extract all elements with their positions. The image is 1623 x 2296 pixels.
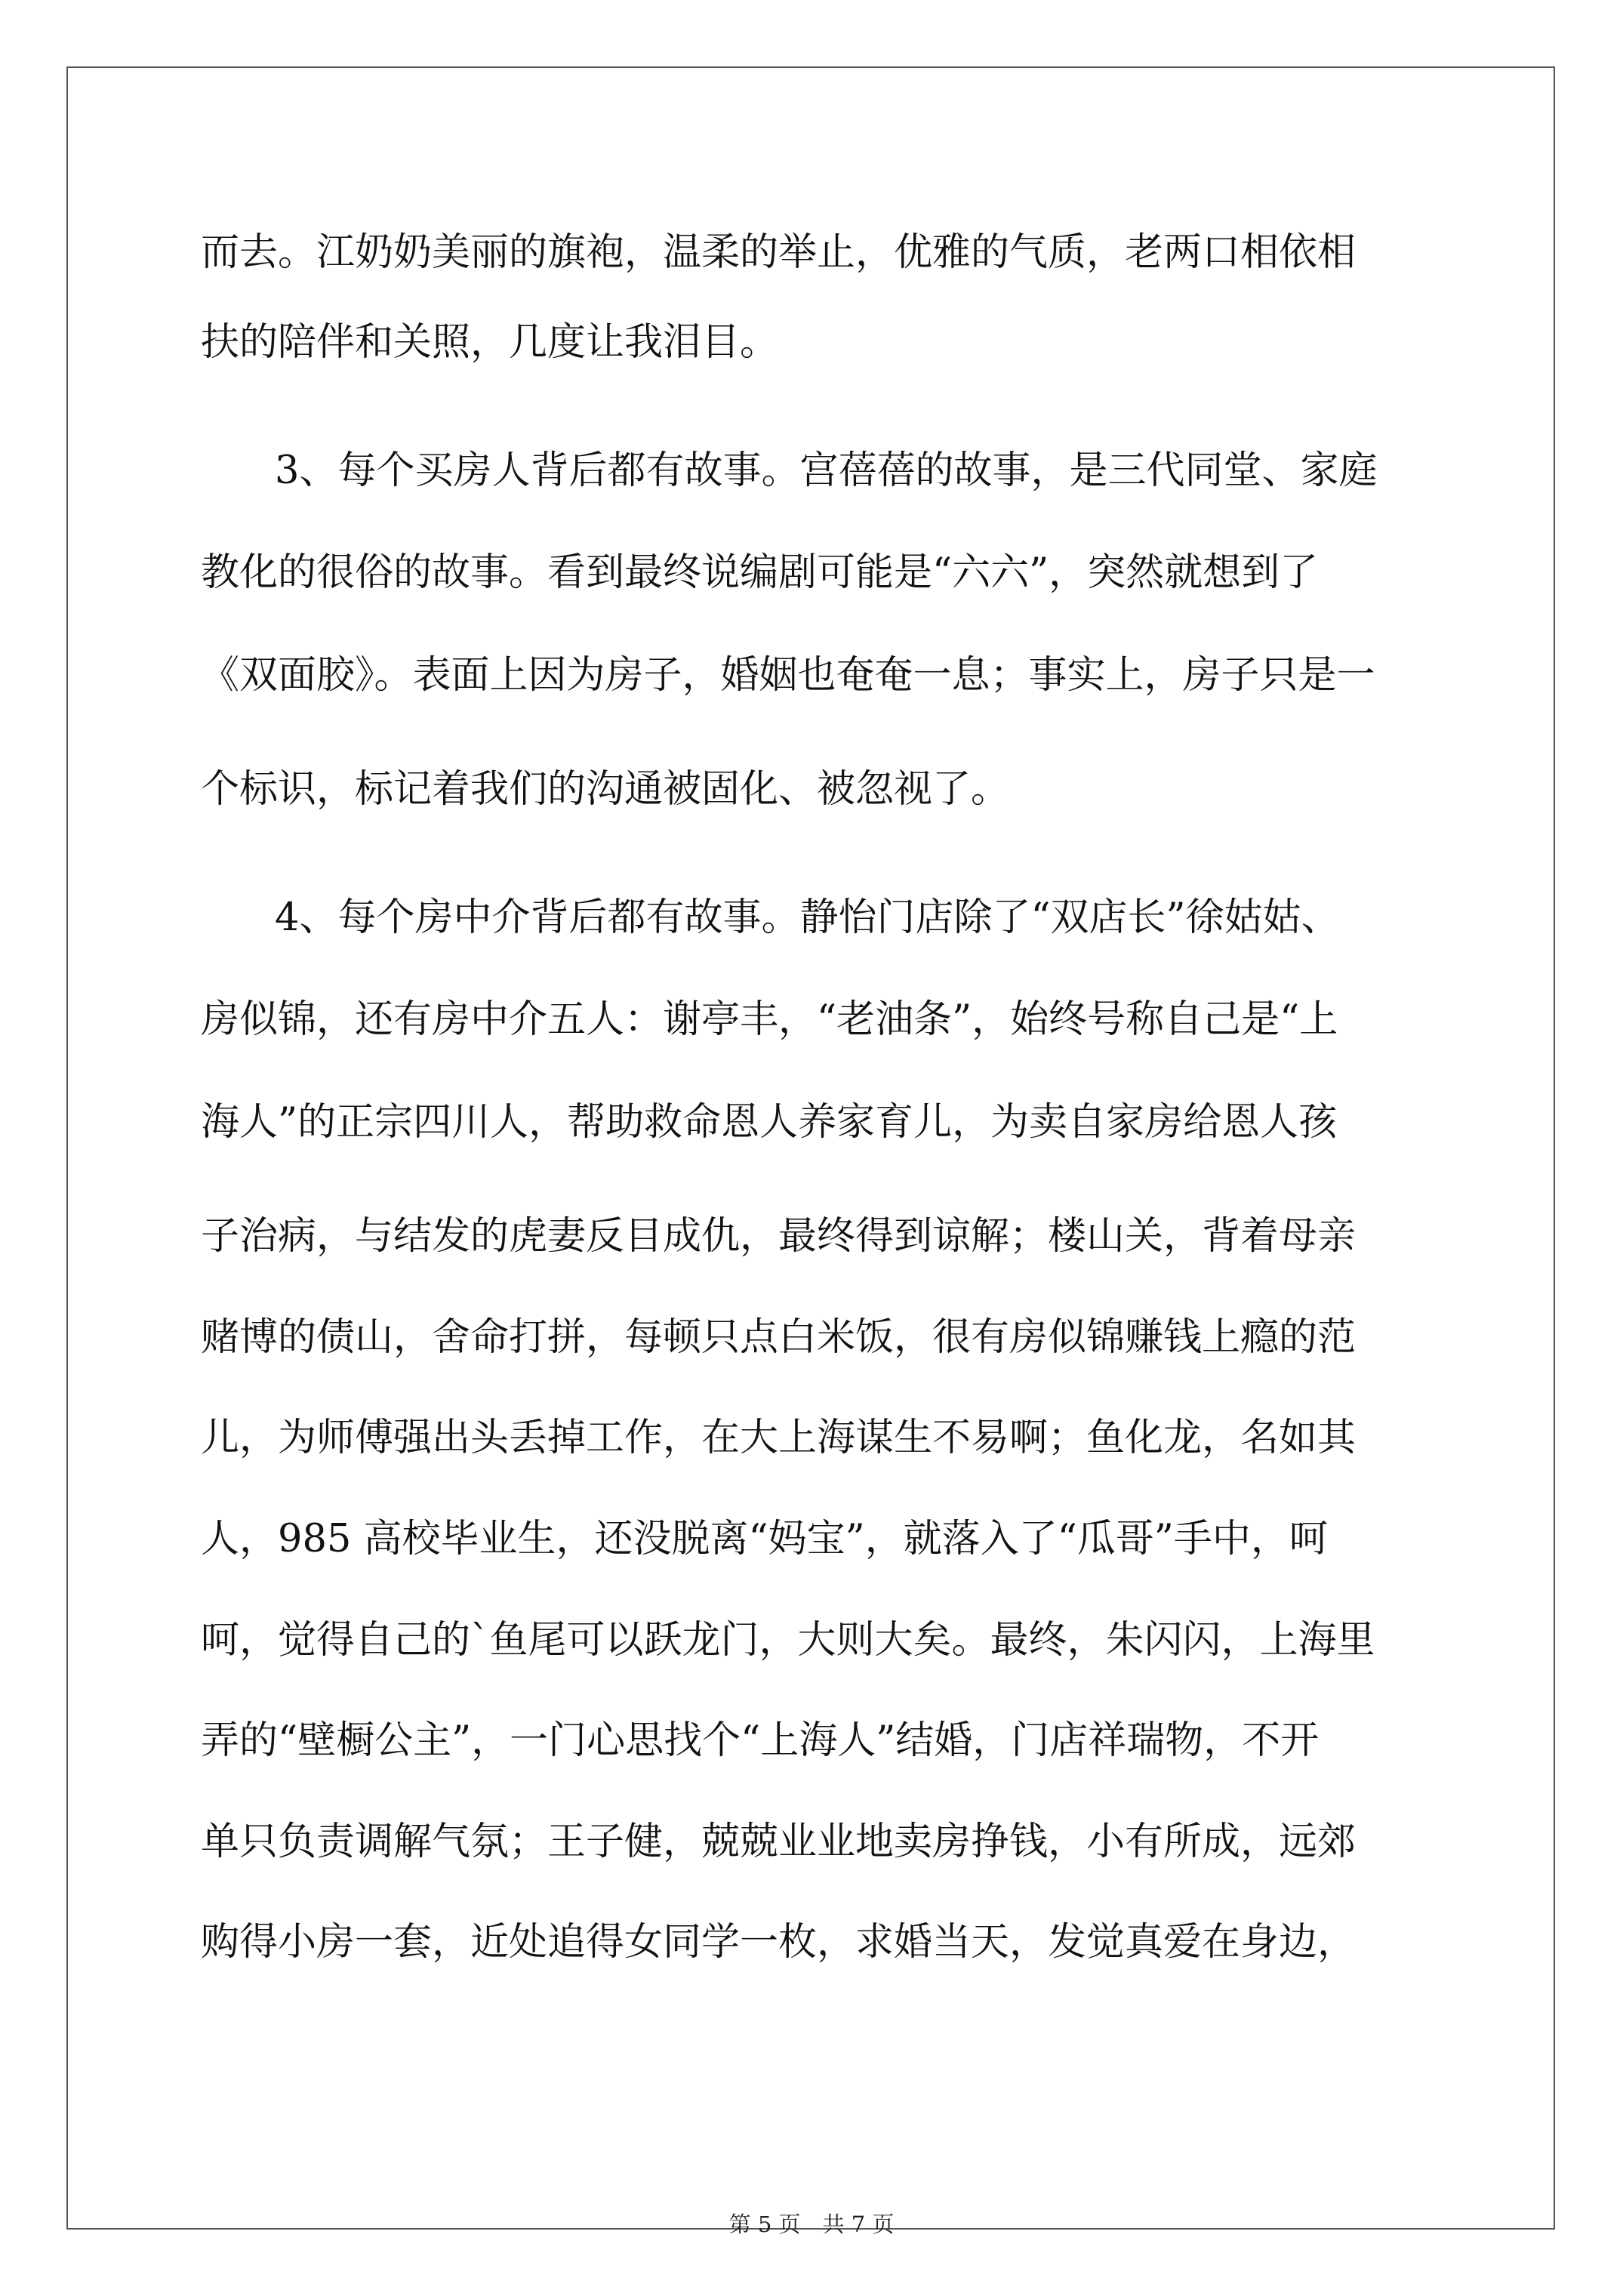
page-border (66, 66, 1555, 2230)
text-line: 教化的很俗的故事。看到最终说编剧可能是“六六”，突然就想到了 (201, 550, 1319, 595)
text-line: 人，985 高校毕业生，还没脱离“妈宝”，就落入了“瓜哥”手中，呵 (201, 1517, 1328, 1561)
paragraph-3-first-line: 3、每个买房人背后都有故事。宫蓓蓓的故事，是三代同堂、家庭 (275, 448, 1378, 493)
text-line: 海人”的正宗四川人，帮助救命恩人养家育儿，为卖自家房给恩人孩 (201, 1100, 1338, 1145)
text-line: 呵，觉得自己的`鱼尾可以跃龙门，大则大矣。最终，朱闪闪，上海里 (201, 1618, 1375, 1663)
page-footer: 第 5 页 共 7 页 (728, 2211, 895, 2237)
text-line: 扶的陪伴和关照，几度让我泪目。 (201, 320, 779, 365)
text-line: 房似锦，还有房中介五人：谢亭丰，“老油条”，始终号称自己是“上 (201, 997, 1338, 1042)
text-line: 赌博的债山，舍命打拼，每顿只点白米饭，很有房似锦赚钱上瘾的范 (201, 1315, 1357, 1360)
text-line: 子治病，与结发的虎妻反目成仇，最终得到谅解；楼山关，背着母亲 (201, 1214, 1357, 1259)
text-line: 购得小房一套，近处追得女同学一枚，求婚当天，发觉真爱在身边， (201, 1920, 1357, 1965)
text-line: 个标识，标记着我们的沟通被固化、被忽视了。 (201, 767, 1010, 812)
text-line: 《双面胶》。表面上因为房子，婚姻也奄奄一息；事实上，房子只是一 (201, 653, 1375, 698)
text-line: 单只负责调解气氛；王子健，兢兢业业地卖房挣钱，小有所成，远郊 (201, 1820, 1357, 1864)
text-line: 弄的“壁橱公主”，一门心思找个“上海人”结婚，门店祥瑞物，不开 (201, 1718, 1320, 1763)
text-line: 而去。江奶奶美丽的旗袍，温柔的举止，优雅的气质，老两口相依相 (201, 230, 1357, 275)
paragraph-4-first-line: 4、每个房中介背后都有故事。静怡门店除了“双店长”徐姑姑、 (275, 895, 1340, 940)
text-line: 儿，为师傅强出头丢掉工作，在大上海谋生不易啊；鱼化龙，名如其 (201, 1416, 1357, 1460)
